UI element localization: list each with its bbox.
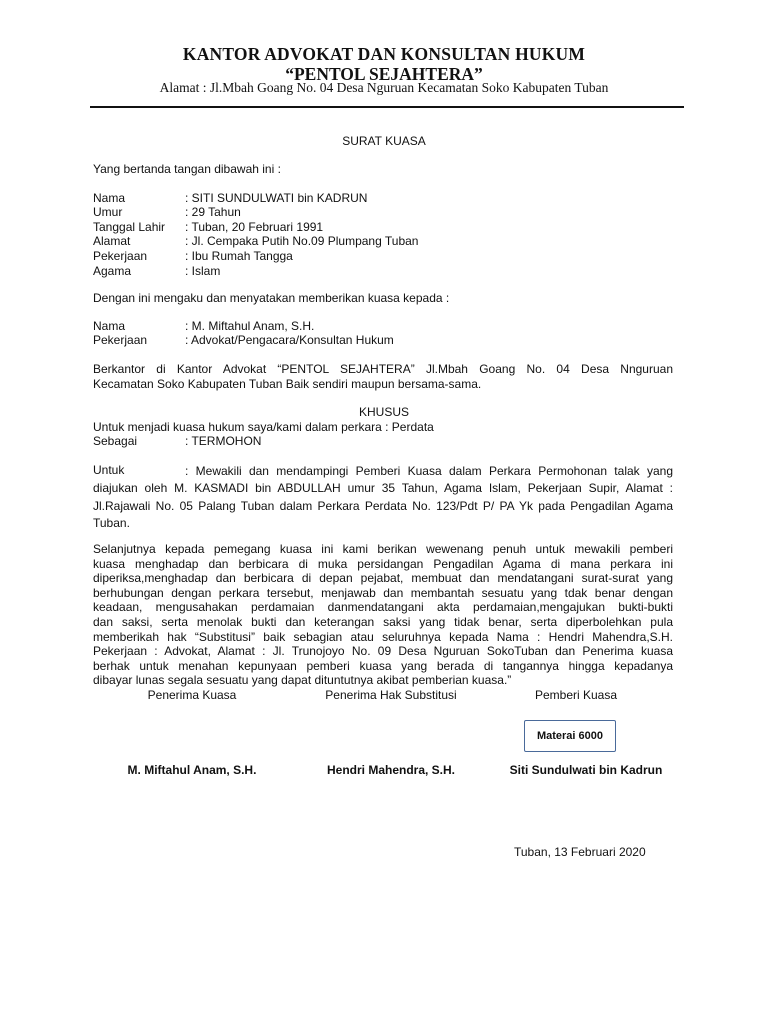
- letterhead-address: Alamat : Jl.Mbah Goang No. 04 Desa Nguruan Kecamatan Soko Kabupaten Tuban: [159, 80, 609, 95]
- intro-text: Yang bertanda tangan dibawah ini :: [93, 162, 281, 176]
- substitute-name: Hendri Mahendra, S.H.: [326, 763, 456, 777]
- purpose-text: Untuk menjadi kuasa hukum saya/kami dalam perkara : Perdata: [93, 420, 434, 434]
- as-value: : TERMOHON: [185, 434, 262, 448]
- as-label: Sebagai: [93, 434, 138, 448]
- grantor-label-name: Nama: [93, 191, 126, 205]
- office-line: Berkantor di Kantor Advokat “PENTOL SEJAHTERA” Jl.Mbah Goang No. 04 Desa Nnguruan: [93, 362, 673, 376]
- grantor-value-religion: : Islam: [185, 264, 221, 278]
- authority-line: berhubungan dengan perkara tersebut, menjawab dan membantah sesuatu yang tdak benar dengan: [93, 585, 673, 600]
- authority-line: dan saksi, serta menolak bukti dan keterangan saksi yang tidak benar, serta diperbolehkan pula: [93, 614, 673, 629]
- place-date: Tuban, 13 Februari 2020: [514, 845, 646, 859]
- grantor-value-age: : 29 Tahun: [185, 205, 241, 219]
- authority-line: Pekerjaan : Advokat, Alamat : Jl. Trunojoyo No. 09 Desa Nguruan SokoTuban dan Penerima kuasa: [93, 644, 673, 659]
- attorney-value-name: : M. Miftahul Anam, S.H.: [185, 319, 315, 333]
- substitute-label: Penerima Hak Substitusi: [325, 688, 457, 702]
- grant-statement: Dengan ini mengaku dan menyatakan memberikan kuasa kepada :: [93, 291, 450, 305]
- grantor-value-job: : Ibu Rumah Tangga: [185, 249, 293, 263]
- letterhead-subtitle: “PENTOL SEJAHTERA”: [285, 64, 483, 84]
- authority-line: Selanjutnya kepada pemegang kuasa ini kami berikan wewenang penuh untuk mewakili pemberi: [93, 542, 673, 556]
- authority-line: keadaan, mengusahakan perdamaian danmendatangani akta perdamaian,mengajukan bukti-bukti: [93, 600, 673, 615]
- giver-name: Siti Sundulwati bin Kadrun: [509, 763, 663, 777]
- authority-line: memberikah hak “Substitusi” baik sebagian atau seluruhnya kepada Nama : Hendri Mahendra,S.H.: [93, 629, 673, 644]
- authority-line: dibayar lunas segala sesuatu yang dapat dituntutnya akibat pemberian kuasa.”: [93, 673, 512, 688]
- grantor-value-birth: : Tuban, 20 Februari 1991: [185, 220, 324, 234]
- office-paragraph: [93, 362, 673, 392]
- attorney-label-job: Pekerjaan: [93, 333, 148, 347]
- grantor-label-job: Pekerjaan: [93, 249, 148, 263]
- untuk-line: Tuban.: [93, 516, 130, 530]
- receiver-name: M. Miftahul Anam, S.H.: [127, 763, 257, 777]
- attorney-value-job: : Advokat/Pengacara/Konsultan Hukum: [185, 333, 394, 347]
- letterhead-divider: [90, 106, 684, 108]
- stamp-box: Materai 6000: [524, 720, 616, 752]
- untuk-line: diajukan oleh M. KASMADI bin ABDULLAH umur 35 Tahun, Agama Islam, Pekerjaan Supir, Alamat :: [93, 481, 673, 495]
- authority-line: kuasa menghadap dan berbicara di muka persidangan Pengadilan Agama di mana perkara ini: [93, 556, 673, 571]
- grantor-value-name: : SITI SUNDULWATI bin KADRUN: [185, 191, 368, 205]
- untuk-first-line-wrap: [185, 463, 673, 480]
- receiver-label: Penerima Kuasa: [147, 688, 237, 702]
- office-line: Kecamatan Soko Kabupaten Tuban Baik sendiri maupun bersama-sama.: [93, 377, 482, 391]
- authority-line: diperiksa,menghadap dan berbicara di depan pejabat, membuat dan mendatangani surat-surat yang: [93, 571, 673, 586]
- document-title: SURAT KUASA: [342, 134, 426, 148]
- grantor-value-address: : Jl. Cempaka Putih No.09 Plumpang Tuban: [185, 234, 419, 248]
- attorney-label-name: Nama: [93, 319, 126, 333]
- giver-label: Pemberi Kuasa: [534, 688, 618, 702]
- grantor-label-address: Alamat: [93, 234, 131, 248]
- letterhead-title: KANTOR ADVOKAT DAN KONSULTAN HUKUM: [182, 44, 586, 64]
- grantor-label-age: Umur: [93, 205, 123, 219]
- authority-line: berhak untuk menahan kepunyaan pemberi kuasa yang berada di tangannya hingga kepadanya: [93, 658, 673, 673]
- authority-paragraph: [93, 542, 673, 688]
- khusus-heading: KHUSUS: [358, 405, 409, 419]
- untuk-line: : Mewakili dan mendampingi Pemberi Kuasa dalam Perkara Permohonan talak yang: [185, 464, 673, 478]
- untuk-paragraph: [93, 480, 673, 533]
- grantor-label-birth: Tanggal Lahir: [93, 220, 166, 234]
- untuk-label: Untuk: [93, 463, 125, 477]
- grantor-label-religion: Agama: [93, 264, 132, 278]
- untuk-line: Jl.Rajawali No. 05 Palang Tuban dalam Perkara Perdata No. 123/Pdt P/ PA Yk pada Pengadilan Agama: [93, 498, 673, 513]
